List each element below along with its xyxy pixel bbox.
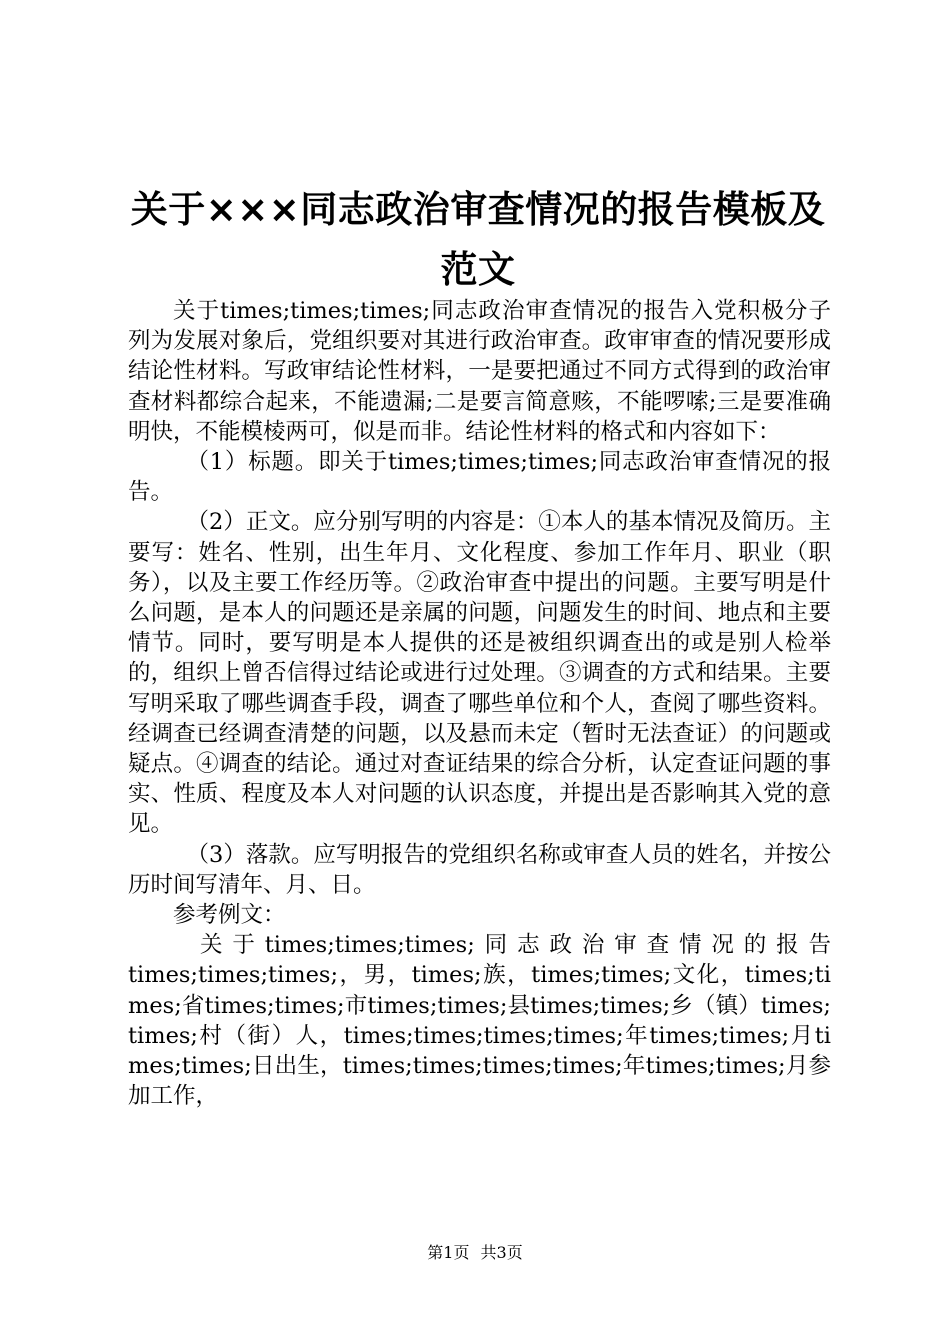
- section-title-paragraph: （1）标题。即关于times;times;times;同志政治审查情况的报告。: [128, 449, 831, 506]
- document-body: [128, 296, 831, 1111]
- intro-paragraph: 关于times;times;times;同志政治审查情况的报告入党积极分子列为发展对象后，党组织要对其进行政治审查。政审审查的情况要形成结论性材料。写政审结论性材料，一是要把通过不同方式得到的政治审查材料都综合起来，不能遗漏;二是要言简意赅，不能啰嗦;三是要准确明快，不能模棱两可，似是而非。结论性材料的格式和内容如下：: [128, 298, 831, 445]
- example-title: 关于times;times;times;同志政治审查情况的报告: [200, 932, 831, 959]
- section-signature-paragraph: （3）落款。应写明报告的党组织名称或审查人员的姓名，并按公历时间写清年、月、日。: [128, 841, 831, 898]
- example-label: 参考例文：: [173, 902, 286, 929]
- section-body-paragraph: （2）正文。应分别写明的内容是：①本人的基本情况及简历。主要写：姓名、性别，出生年月、文化程度、参加工作年月、职业（职务），以及主要工作经历等。②政治审查中提出的问题。主要写明是什么问题，是本人的问题还是亲属的问题，问题发生的时间、地点和主要情节。同时，要写明是本人提供的还是被组织调查出的或是别人检举的，组织上曾否信得过结论或进行过处理。③调查的方式和结果。主要写明采取了哪些调查手段，调查了哪些单位和个人，查阅了哪些资料。经调查已经调查清楚的问题，以及悬而未定（暂时无法查证）的问题或疑点。④调查的结论。通过对查证结果的综合分析，认定查证问题的事实、性质、程度及本人对问题的认识态度，并提出是否影响其入党的意见。: [128, 509, 831, 838]
- example-body-paragraph: times;times;times;，男，times;族，times;times;文化，times;times;省times;times;市times;times;县times;times;乡（镇）times;times;村（街）人，times;times;times;times;年times;times;月times;times;日出生，times;times;times;times;年times;times;月参加工作，: [128, 962, 831, 1110]
- document-title: 关于×××同志政治审查情况的报告模板及范文: [130, 188, 826, 291]
- page-number: 第1页: [427, 1243, 470, 1262]
- page-footer: [0, 1243, 950, 1263]
- page-total: 共3页: [480, 1243, 523, 1262]
